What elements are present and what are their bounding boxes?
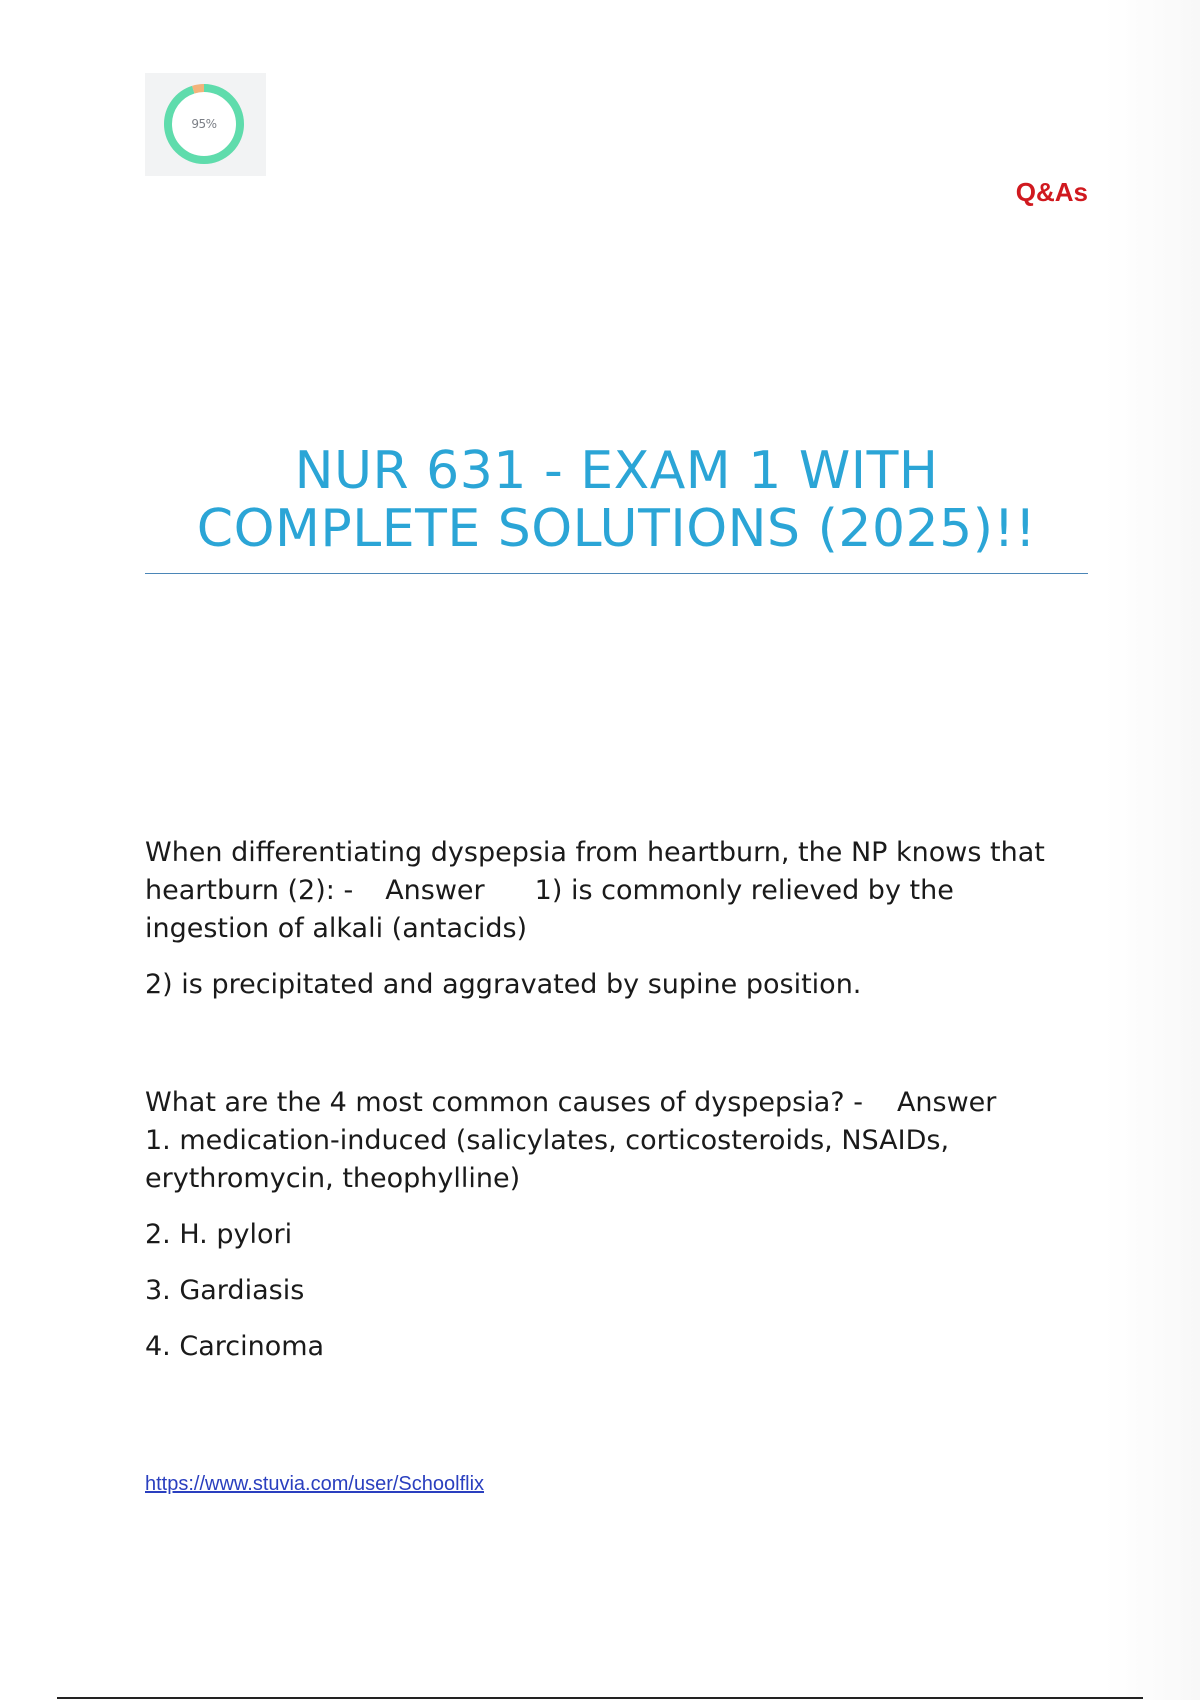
question-2-line-2: 1. medication-induced (salicylates, corticosteroids, NSAIDs, xyxy=(145,1125,950,1156)
answer-item: 2. H. pylori xyxy=(145,1219,293,1250)
question-2-text xyxy=(145,1084,1090,1198)
document-title-line-1: NUR 631 - EXAM 1 WITH xyxy=(294,441,939,501)
document-title xyxy=(145,442,1088,558)
question-block-1 xyxy=(145,834,1090,1004)
question-2-prefix: What are the 4 most common causes of dyspepsia? - xyxy=(145,1087,863,1118)
answer-label: Answer xyxy=(385,875,485,906)
score-badge xyxy=(145,73,266,176)
source-link[interactable]: https://www.stuvia.com/user/Schoolflix xyxy=(145,1473,485,1495)
score-percent-label: 95% xyxy=(191,117,217,131)
question-2-line-3: erythromycin, theophylline) xyxy=(145,1163,521,1194)
footer-divider xyxy=(57,1697,1143,1699)
qa-label: Q&As xyxy=(1015,177,1088,207)
question-1-line-3: ingestion of alkali (antacids) xyxy=(145,913,528,944)
question-1-prefix: heartburn (2): - xyxy=(145,875,354,906)
answer-item: 3. Gardiasis xyxy=(145,1275,305,1306)
question-1-answer-start: 1) is commonly relieved by the xyxy=(534,875,954,906)
answer-label: Answer xyxy=(896,1087,997,1118)
answer-item: 2) is precipitated and aggravated by supine position. xyxy=(145,969,862,1000)
document-title-line-2: COMPLETE SOLUTIONS (2025)!! xyxy=(196,499,1037,559)
question-1-text xyxy=(145,834,1090,948)
answer-item: 4. Carcinoma xyxy=(145,1331,325,1362)
question-1-line-1: When differentiating dyspepsia from heartburn, the NP knows that xyxy=(145,837,1045,868)
question-block-2 xyxy=(145,1084,1090,1366)
title-divider xyxy=(145,573,1088,574)
